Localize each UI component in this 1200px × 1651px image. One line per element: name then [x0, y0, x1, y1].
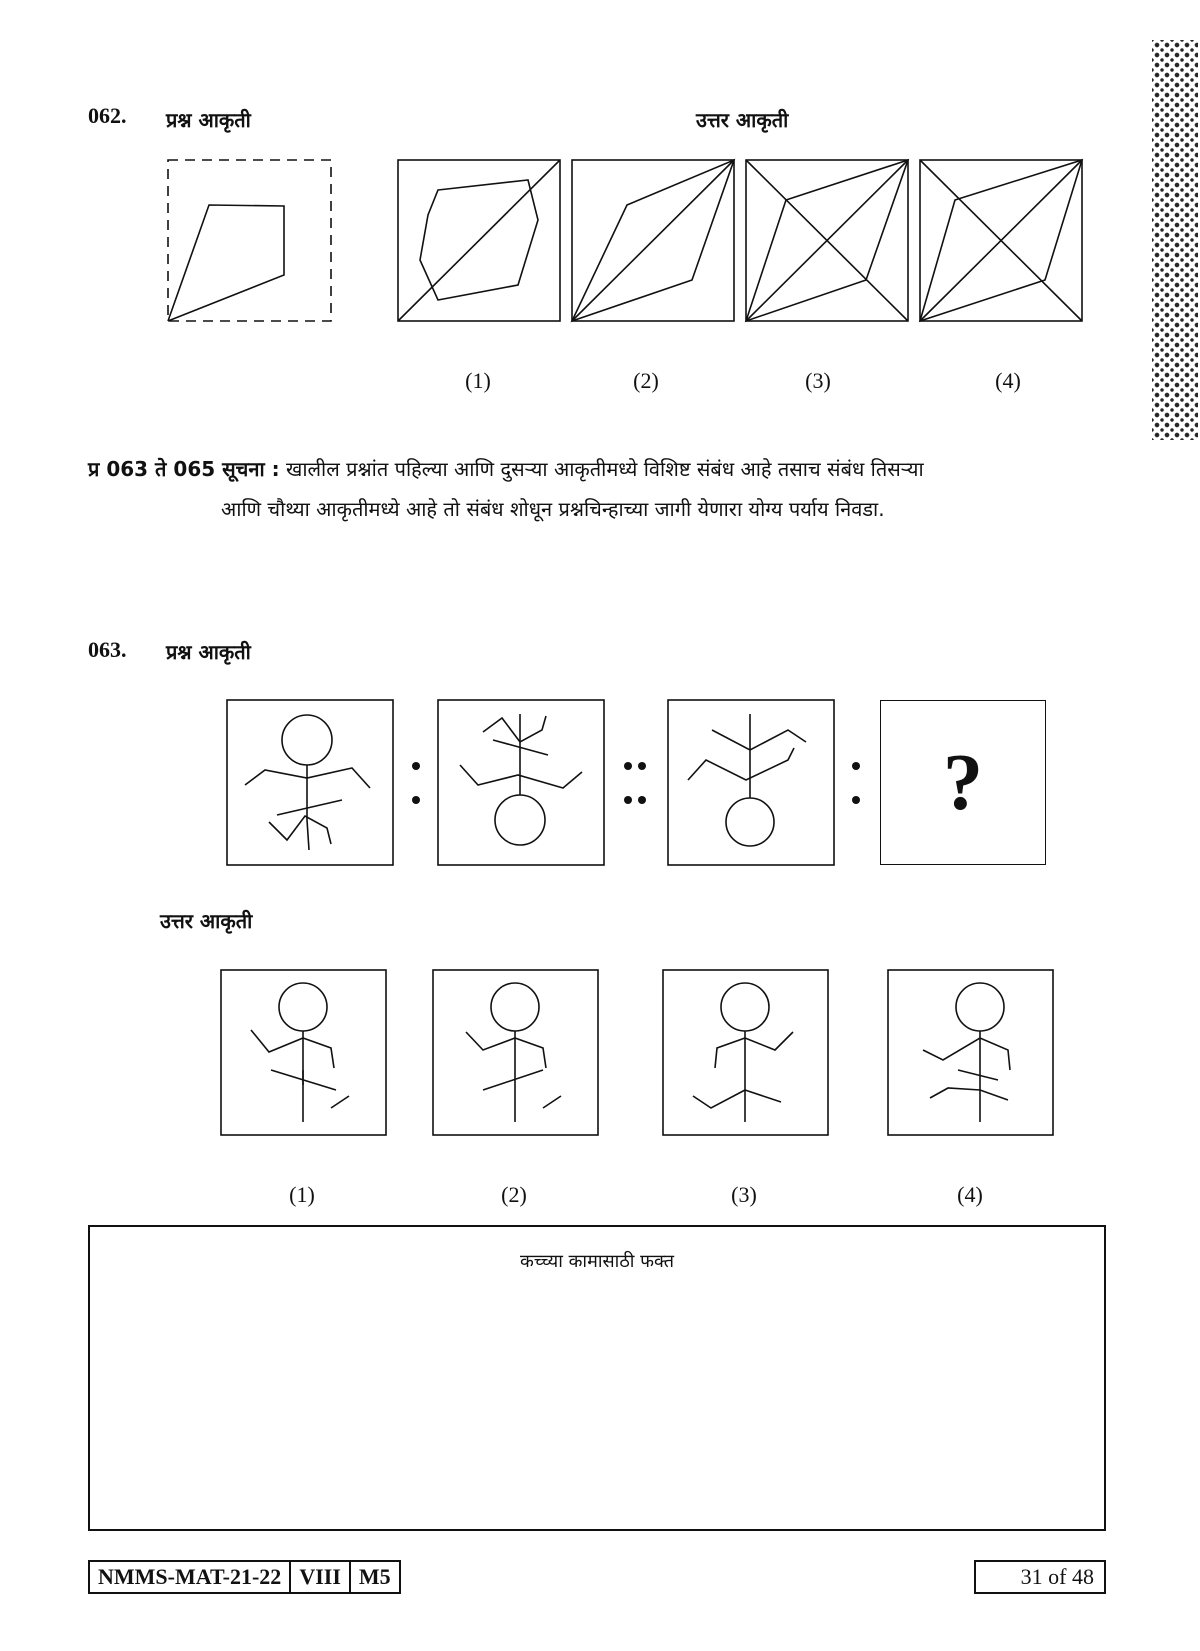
- instruction-line-2: आणि चौथ्या आकृतीमध्ये आहे तो संबंध शोधून प्रश्नचिन्हाच्या जागी येणारा योग्य पर्याय निवडा.: [221, 497, 885, 521]
- instruction-text-1: खालील प्रश्नांत पहिल्या आणि दुसऱ्या आकृतीमध्ये विशिष्ट संबंध आहे तसाच संबंध तिसऱ्या: [285, 457, 924, 481]
- answer-figure-label-062: उत्तर आकृती: [696, 108, 789, 132]
- q062-answer-figure-1[interactable]: [398, 160, 561, 322]
- question-mark: ?: [943, 738, 983, 827]
- q062-option-1-label: (1): [465, 368, 491, 393]
- question-figure-label-063: प्रश्न आकृती: [166, 640, 251, 664]
- instruction-heading: प्र 063 ते 065 सूचना :: [88, 457, 280, 481]
- footer-medium: M5: [349, 1562, 399, 1592]
- q063-question-figure-b: [438, 700, 605, 866]
- q062-option-3-label: (3): [805, 368, 831, 393]
- ratio-colon-1: [412, 762, 420, 804]
- q062-answer-figure-4[interactable]: [920, 160, 1083, 322]
- rough-work-title: कच्च्या कामासाठी फक्त: [520, 1251, 674, 1272]
- question-number-063: 063.: [88, 637, 127, 662]
- q063-option-1-label: (1): [289, 1182, 315, 1207]
- q063-answer-figure-1[interactable]: [221, 970, 387, 1136]
- question-number-062: 062.: [88, 103, 127, 128]
- footer-class: VIII: [289, 1562, 349, 1592]
- question-figure-label-062: प्रश्न आकृती: [166, 108, 251, 132]
- q062-option-2-label: (2): [633, 368, 659, 393]
- q062-answer-figure-2[interactable]: [572, 160, 735, 322]
- decorative-side-border: [1152, 40, 1198, 440]
- rough-work-box[interactable]: [88, 1225, 1106, 1531]
- page-number: 31 of 48: [974, 1560, 1106, 1594]
- q063-question-figure-d: [880, 700, 1046, 865]
- q063-question-figure-a: [227, 700, 394, 866]
- q063-option-2-label: (2): [501, 1182, 527, 1207]
- ratio-double-colon: [624, 762, 646, 804]
- q062-question-figure: [168, 160, 332, 322]
- q063-answer-figure-2[interactable]: [433, 970, 599, 1136]
- q063-option-3-label: (3): [731, 1182, 757, 1207]
- instruction-line-1: [88, 455, 1148, 483]
- q062-answer-figure-3[interactable]: [746, 160, 909, 322]
- q063-question-figure-c: [668, 700, 835, 866]
- answer-figure-label-063: उत्तर आकृती: [160, 909, 253, 933]
- footer-code-box: [88, 1560, 401, 1594]
- q062-option-4-label: (4): [995, 368, 1021, 393]
- q063-option-4-label: (4): [957, 1182, 983, 1207]
- q063-answer-figure-3[interactable]: [663, 970, 829, 1136]
- footer-paper-code: NMMS-MAT-21-22: [98, 1564, 282, 1589]
- instruction-block: [88, 455, 1148, 523]
- ratio-colon-2: [852, 762, 860, 804]
- q063-answer-figure-4[interactable]: [888, 970, 1054, 1136]
